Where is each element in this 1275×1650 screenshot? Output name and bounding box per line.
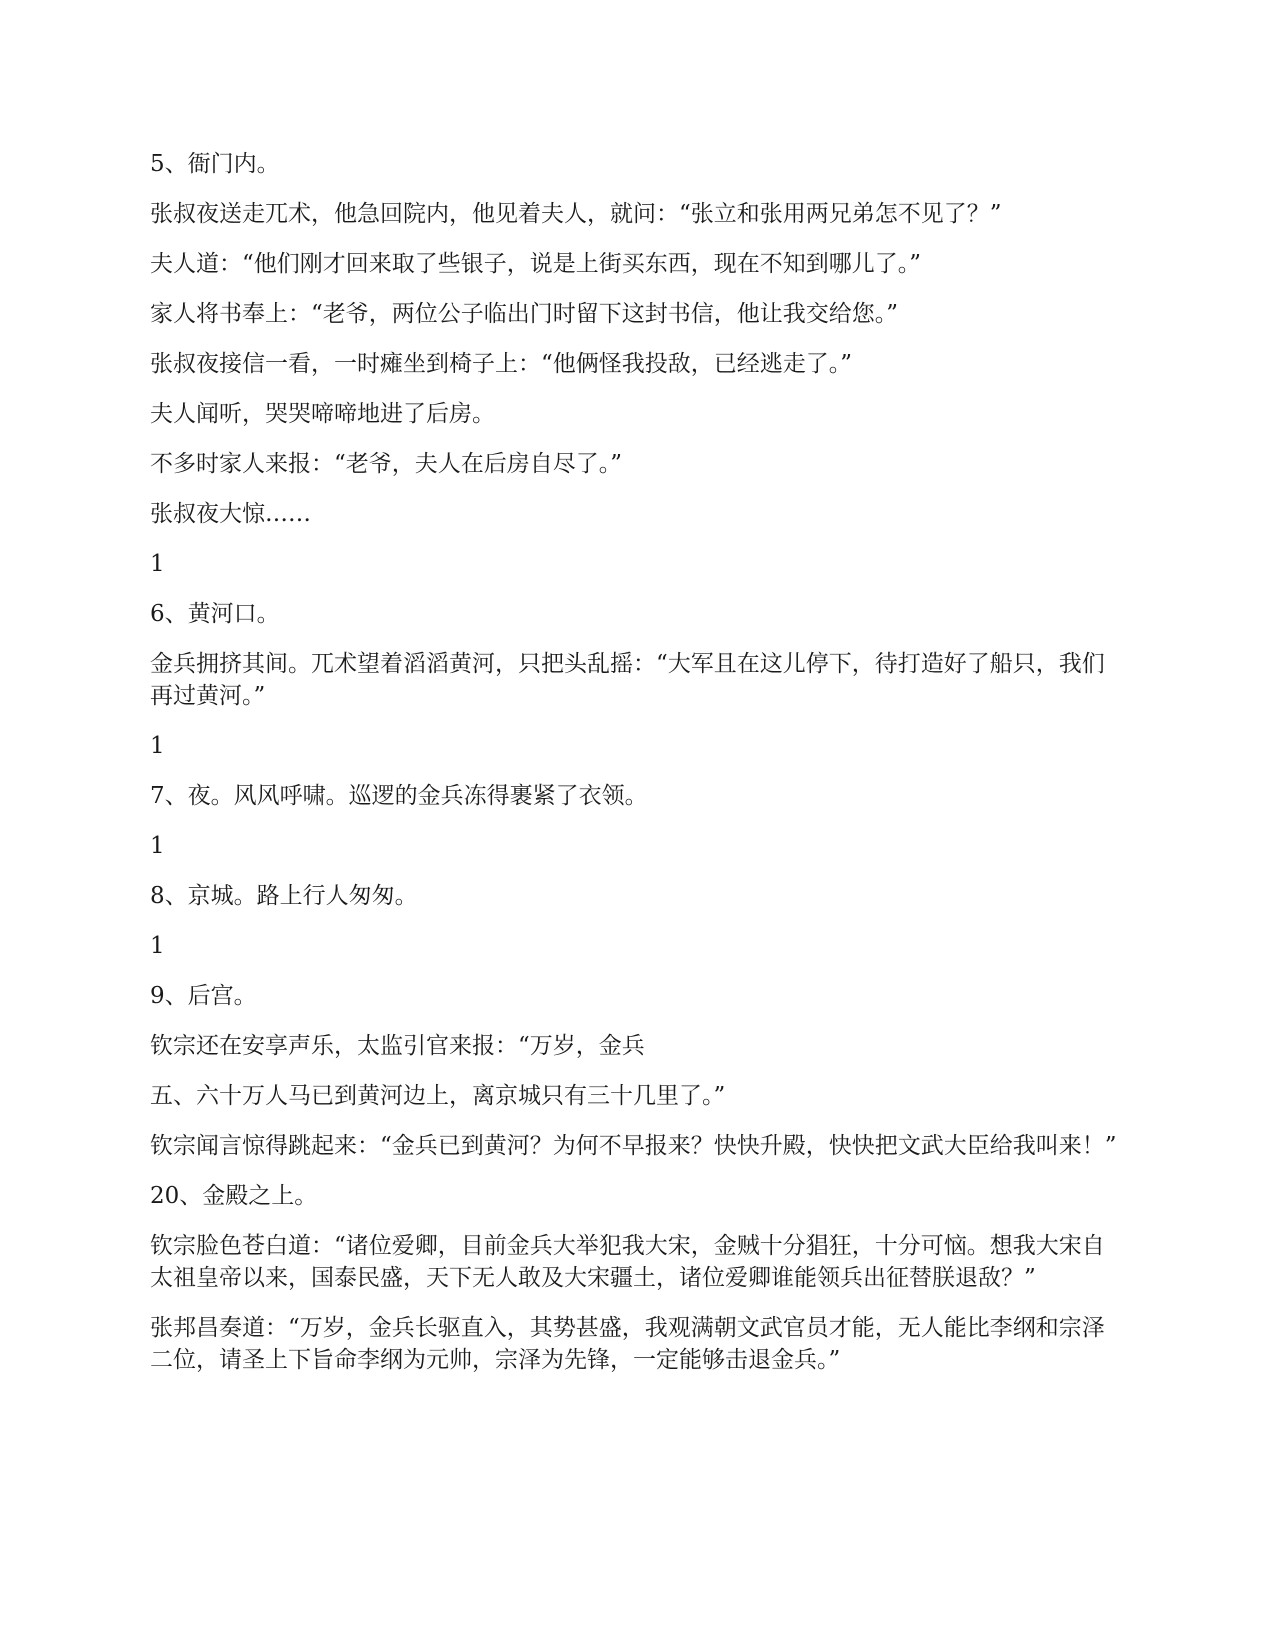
document-page xyxy=(150,148,1125,1394)
separator-number: 1 xyxy=(150,833,165,859)
separator-number: 1 xyxy=(150,733,165,759)
narration-paragraph: 张叔夜大惊…… xyxy=(150,501,311,527)
dialogue-paragraph: 夫人道：“他们刚才回来取了些银子，说是上街买东西，现在不知到哪儿了。” xyxy=(150,251,922,277)
separator-number: 1 xyxy=(150,551,165,577)
scene-heading: 7、夜。风风呼啸。巡逻的金兵冻得裹紧了衣领。 xyxy=(150,783,648,809)
scene-heading: 5、衙门内。 xyxy=(150,151,280,177)
scene-heading: 6、黄河口。 xyxy=(150,601,280,627)
narration-paragraph: 夫人闻听，哭哭啼啼地进了后房。 xyxy=(150,401,495,427)
dialogue-paragraph: 钦宗脸色苍白道：“诸位爱卿，目前金兵大举犯我大宋，金贼十分猖狂，十分可恼。想我大宋自太祖皇帝以来，国泰民盛，天下无人敢及大宋疆土，诸位爱卿谁能领兵出征替朕退敌？” xyxy=(150,1233,1105,1291)
dialogue-paragraph: 张叔夜接信一看，一时瘫坐到椅子上：“他俩怪我投敌，已经逃走了。” xyxy=(150,351,853,377)
dialogue-paragraph: 五、六十万人马已到黄河边上，离京城只有三十几里了。” xyxy=(150,1083,726,1109)
dialogue-paragraph: 不多时家人来报：“老爷，夫人在后房自尽了。” xyxy=(150,451,623,477)
dialogue-paragraph: 张叔夜送走兀术，他急回院内，他见着夫人，就问：“张立和张用两兄弟怎不见了？” xyxy=(150,201,1002,227)
dialogue-paragraph: 钦宗还在安享声乐，太监引官来报：“万岁，金兵 xyxy=(150,1033,645,1059)
scene-heading: 9、后宫。 xyxy=(150,983,257,1009)
scene-heading: 20、金殿之上。 xyxy=(150,1183,318,1209)
separator-number: 1 xyxy=(150,933,165,959)
dialogue-paragraph: 钦宗闻言惊得跳起来：“金兵已到黄河？为何不早报来？快快升殿，快快把文武大臣给我叫来！” xyxy=(150,1133,1117,1159)
dialogue-paragraph: 金兵拥挤其间。兀术望着滔滔黄河，只把头乱摇：“大军且在这儿停下，待打造好了船只，我们再过黄河。” xyxy=(150,651,1105,709)
dialogue-paragraph: 家人将书奉上：“老爷，两位公子临出门时留下这封书信，他让我交给您。” xyxy=(150,301,899,327)
scene-heading: 8、京城。路上行人匆匆。 xyxy=(150,883,418,909)
dialogue-paragraph: 张邦昌奏道：“万岁，金兵长驱直入，其势甚盛，我观满朝文武官员才能，无人能比李纲和宗泽二位，请圣上下旨命李纲为元帅，宗泽为先锋，一定能够击退金兵。” xyxy=(150,1315,1105,1373)
